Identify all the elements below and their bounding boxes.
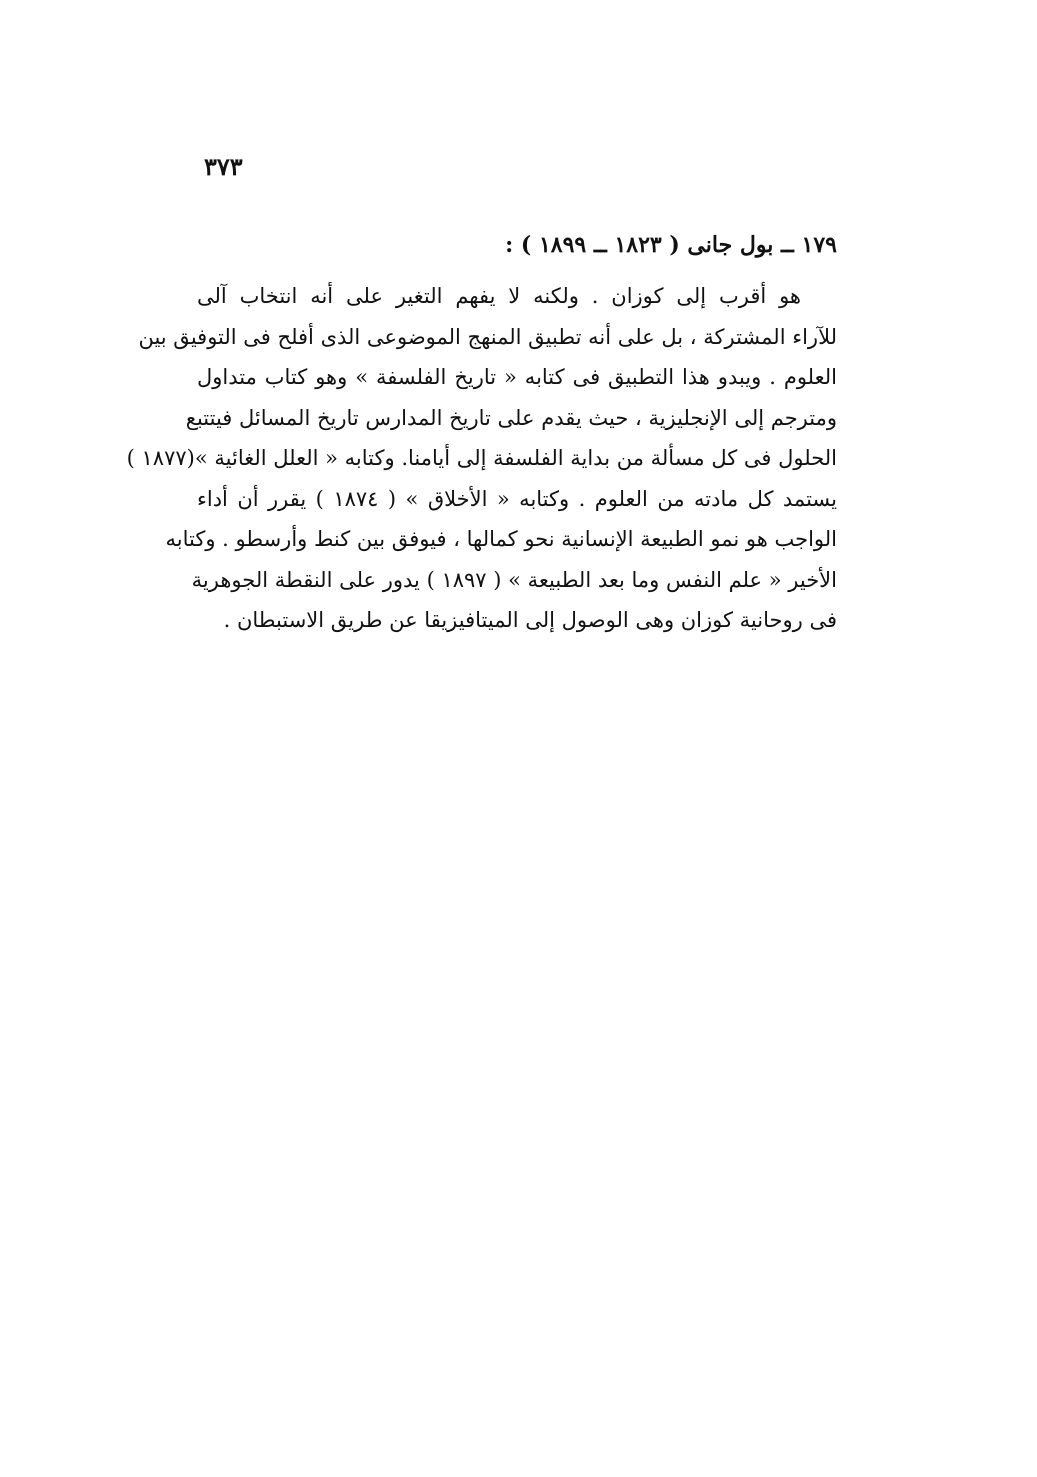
page-number: ٣٧٣ [204, 152, 243, 181]
body-line: للآراء المشتركة ، بل على أنه تطبيق المنهج الموضوعى الذى أفلح فى التوفيق بين [138, 324, 837, 349]
body-line: الواجب هو نمو الطبيعة الإنسانية نحو كمالها ، فيوفق بين كنط وأرسطو . وكتابه [165, 527, 837, 551]
body-line: ومترجم إلى الإنجليزية ، حيث يقدم على تاريخ المدارس تاريخ المسائل فيتتبع [185, 405, 837, 430]
body-line: العلوم . ويبدو هذا التطبيق فى كتابه « تاريخ الفلسفة » وهو كتاب متداول [197, 365, 837, 389]
body-line: يستمد كل مادته من العلوم . وكتابه « الأخلاق » ( ١٨٧٤ ) يقرر أن أداء [197, 486, 837, 511]
entry-body [126, 276, 837, 641]
body-line: الحلول فى كل مسألة من بداية الفلسفة إلى أيامنا. وكتابه « العلل الغائية »(١٨٧٧ ) [126, 446, 837, 470]
entry-heading: ١٧٩ ــ بول جانى ( ١٨٢٣ ــ ١٨٩٩ ) : [505, 232, 837, 258]
body-line: الأخير « علم النفس وما بعد الطبيعة » ( ١٨٩٧ ) يدور على النقطة الجوهرية [191, 567, 837, 592]
body-line: فى روحانية كوزان وهى الوصول إلى الميتافيزيقا عن طريق الاستبطان . [223, 608, 837, 632]
body-line: هو أقرب إلى كوزان . ولكنه لا يفهم التغير على أنه انتخاب آلى [197, 284, 801, 308]
